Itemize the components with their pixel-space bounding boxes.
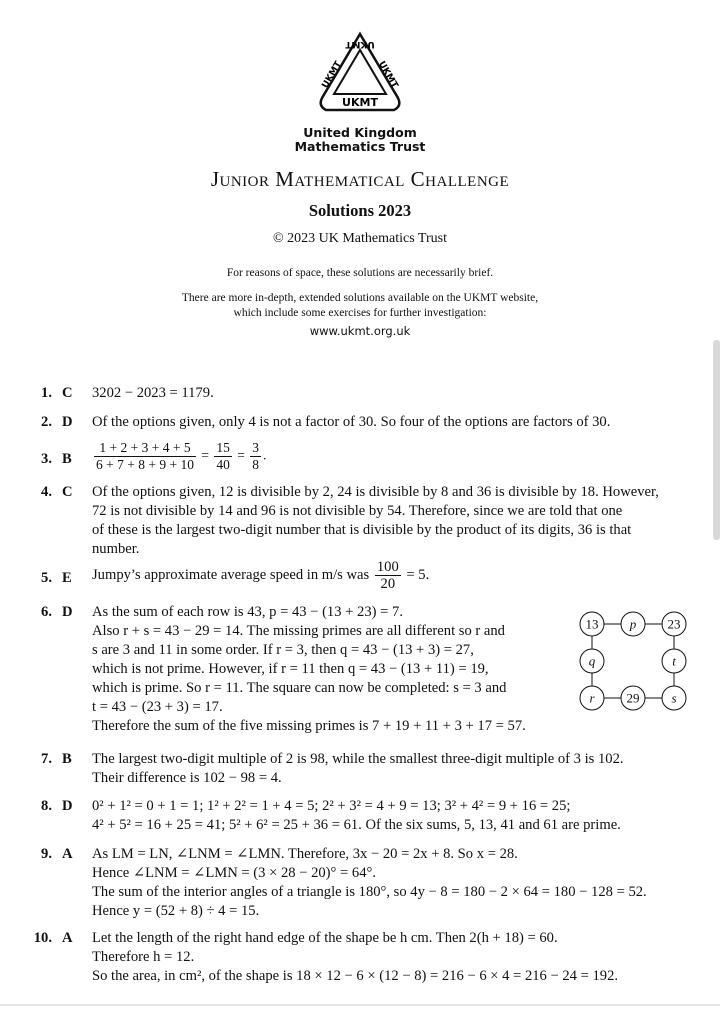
solution-text: Therefore h = 12. — [92, 949, 195, 965]
copyright: © 2023 UK Mathematics Trust — [273, 231, 447, 246]
answer-letter: E — [62, 570, 72, 586]
solution-text: So the area, in cm², of the shape is 18 × 12 − 6 × (12 − 8) = 216 − 6 × 4 = 216 − 24 = 192. — [92, 968, 619, 984]
question-number: 5. — [41, 570, 52, 586]
answer-letter: D — [62, 414, 73, 430]
solution-text: of these is the largest two-digit number that is divisible by the product of its digits, 36 is that — [92, 522, 632, 538]
grid-value: q — [588, 653, 596, 669]
solution-text: Their difference is 102 − 98 = 4. — [92, 770, 282, 786]
grid-value: t — [672, 653, 676, 669]
grid-value: 29 — [626, 690, 640, 706]
question-number: 2. — [41, 414, 52, 430]
grid-value: p — [629, 616, 637, 632]
grid-value: s — [671, 690, 677, 706]
org-name-line2: Mathematics Trust — [294, 139, 426, 154]
grid-value: 13 — [585, 616, 599, 632]
solution-text: As LM = LN, ∠LNM = ∠LMN. Therefore, 3x − 20 = 2x + 8. So x = 28. — [92, 846, 518, 862]
page-title: Junior Mathematical Challenge — [210, 167, 510, 191]
solution-text: As the sum of each row is 43, p = 43 − (13 + 23) = 7. — [92, 604, 403, 620]
page-subtitle: Solutions 2023 — [308, 201, 412, 220]
solution-text: 4² + 5² = 16 + 25 = 41; 5² + 6² = 25 + 36 = 61. Of the six sums, 5, 13, 41 and 61 are prime. — [92, 817, 621, 833]
ukmt-logo — [312, 28, 408, 124]
note-brief: For reasons of space, these solutions are necessarily brief. — [226, 267, 494, 279]
solution-text-result: = 5. — [406, 566, 430, 583]
solution-text: Also r + s = 43 − 29 = 14. The missing primes are all different so r and — [92, 623, 505, 639]
answer-letter: D — [62, 604, 73, 620]
grid-value: 23 — [667, 616, 681, 632]
solution-text: 3202 − 2023 = 1179. — [92, 385, 214, 401]
answer-letter: B — [62, 451, 72, 467]
logo-text-right: UKMT — [376, 59, 400, 91]
question-number: 4. — [41, 484, 52, 500]
solution-text: The largest two-digit multiple of 2 is 98, while the smallest three-digit multiple of 3 is 102. — [92, 751, 624, 767]
answer-letter: A — [62, 846, 73, 862]
question-number: 7. — [41, 751, 52, 767]
logo-text-left: UKMT — [320, 59, 344, 91]
solution-text: The sum of the interior angles of a triangle is 180°, so 4y − 8 = 180 − 2 × 64 = 180 − 128 = 52. — [92, 884, 647, 900]
question-number: 3. — [41, 451, 52, 467]
question-number: 1. — [41, 385, 52, 401]
question-number: 9. — [41, 846, 52, 862]
solution-text: Jumpy’s approximate average speed in m/s was — [92, 566, 370, 583]
fraction-sum: $\frac{1 + 2 + 3 + 4 + 5}{6 + 7 + 8 + 9 + 10}$ — [96, 440, 194, 472]
solution-text: Of the options given, only 4 is not a factor of 30. So four of the options are factors of 30. — [92, 414, 611, 430]
answer-letter: C — [62, 484, 73, 500]
prime-square-diagram — [578, 610, 688, 714]
note-extended-line2: which include some exercises for further investigation: — [233, 307, 487, 319]
answer-letter: D — [62, 798, 73, 814]
answer-letter: A — [62, 930, 73, 946]
solution-text: which is not prime. However, if r = 11 then q = 43 − (13 + 11) = 19, — [92, 661, 489, 677]
answer-letter: C — [62, 385, 73, 401]
solution-text: Therefore the sum of the five missing primes is 7 + 19 + 11 + 3 + 17 = 57. — [92, 718, 526, 734]
solution-text: Of the options given, 12 is divisible by 2, 24 is divisible by 8 and 36 is divisible by 18. However, — [92, 484, 659, 500]
fraction-result: $\frac{3}{8}$ — [252, 440, 259, 472]
question-number: 10. — [33, 930, 52, 946]
logo-text-bottom: UKMT — [342, 96, 378, 109]
solution-text: Let the length of the right hand edge of the shape be h cm. Then 2(h + 18) = 60. — [92, 930, 558, 946]
grid-value: r — [589, 690, 595, 706]
solution-text: s are 3 and 11 in some order. If r = 3, then q = 43 − (13 + 3) = 27, — [92, 642, 474, 658]
logo-text-top: UKMT — [345, 39, 375, 49]
solution-text: which is prime. So r = 11. The square can now be completed: s = 3 and — [92, 680, 507, 696]
fraction-simplified: $\frac{15}{40}$ — [216, 440, 230, 472]
fraction-speed: $\frac{100}{20}$ — [376, 559, 399, 592]
note-extended-line1: There are more in-depth, extended solutions available on the UKMT website, — [181, 292, 539, 304]
solution-text: t = 43 − (23 + 3) = 17. — [92, 699, 223, 715]
scrollbar[interactable] — [713, 340, 720, 540]
question-number: 6. — [41, 604, 52, 620]
solution-text: 72 is not divisible by 14 and 96 is not divisible by 54. Therefore, since we are told that one — [92, 503, 623, 519]
solution-text: Hence ∠LNM = ∠LMN = (3 × 28 − 20)° = 64°. — [92, 865, 376, 881]
website-link[interactable]: www.ukmt.org.uk — [309, 324, 411, 338]
answer-letter: B — [62, 751, 72, 767]
solution-text: 0² + 1² = 0 + 1 = 1; 1² + 2² = 1 + 4 = 5; 2² + 3² = 4 + 9 = 13; 3² + 4² = 9 + 16 = 25; — [92, 798, 571, 814]
question-number: 8. — [41, 798, 52, 814]
solution-text: number. — [92, 541, 140, 557]
solution-text: Hence y = (52 + 8) ÷ 4 = 15. — [92, 903, 260, 919]
org-name-line1: United Kingdom — [303, 125, 417, 140]
page-bottom-divider — [0, 1004, 720, 1006]
